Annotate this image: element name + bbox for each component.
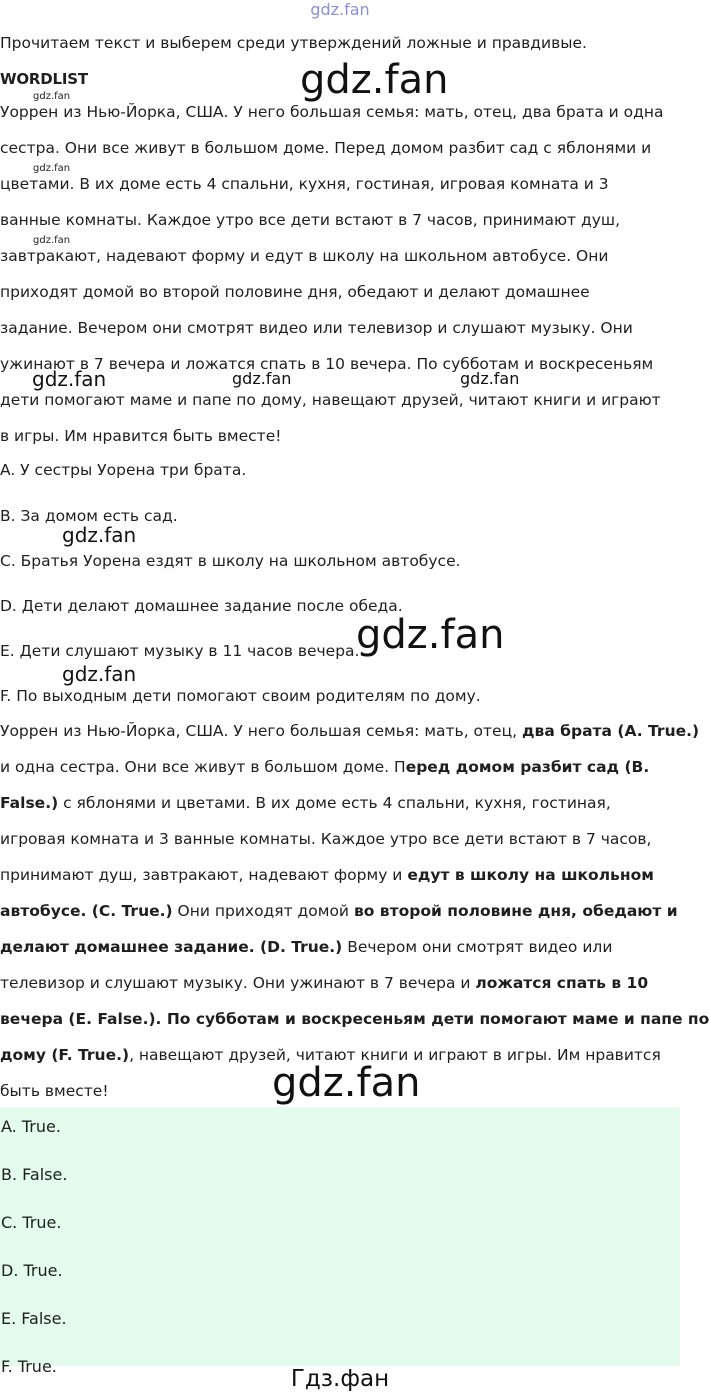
wordlist-heading: WORDLIST [0,70,88,88]
text-line: задание. Вечером они смотрят видео или телевизор и слушают музыку. Они [0,319,633,337]
statement-f: F. По выходным дети помогают своим родителям по дому. [0,687,481,705]
solution-line: вечера (E. False.). По субботам и воскресеньям дети помогают маме и папе по [0,1010,709,1028]
text-line: Уоррен из Нью-Йорка, США. У него большая семья: мать, отец, два брата и одна [0,103,664,121]
solution-line: принимают душ, завтракают, надевают форму и едут в школу на школьном [0,866,654,884]
watermark: gdz.fan [32,367,107,391]
solution-line: False.) с яблонями и цветами. В их доме есть 4 спальни, кухня, гостиная, [0,794,611,812]
solution-line: делают домашнее задание. (D. True.) Вечером они смотрят видео или [0,938,613,956]
solution-line: быть вместе! [0,1082,109,1100]
text-line: приходят домой во второй половине дня, обедают и делают домашнее [0,283,590,301]
answers-box [0,1107,680,1376]
watermark-small: gdz.fan [33,235,71,246]
intro-text: Прочитаем текст и выберем среди утверждений ложные и правдивые. [0,34,587,52]
answer-b: B. False. [1,1165,68,1184]
watermark-small: gdz.fan [33,91,71,102]
text-line: ванные комнаты. Каждое утро все дети встают в 7 часов, принимают душ, [0,211,621,229]
solution-line: и одна сестра. Они все живут в большом доме. Перед домом разбит сад (B. [0,758,650,776]
answer-a: A. True. [1,1117,61,1136]
statement-a: A. У сестры Уорена три брата. [0,461,247,479]
answer-c: C. True. [1,1213,62,1232]
answer-d: D. True. [1,1261,63,1280]
text-line: в игры. Им нравится быть вместе! [0,427,282,445]
watermark: gdz.fan [232,369,292,388]
watermark: gdz.fan [62,523,137,547]
text-line: сестра. Они все живут в большом доме. Перед домом разбит сад с яблонями и [0,139,652,157]
watermark-small: gdz.fan [33,163,71,174]
statement-b: B. За домом есть сад. [0,507,178,525]
watermark: gdz.fan [300,57,449,103]
statement-c: C. Братья Уорена ездят в школу на школьном автобусе. [0,552,461,570]
solution-line: телевизор и слушают музыку. Они ужинают в 7 вечера и ложатся спать в 10 [0,974,649,992]
text-line: дети помогают маме и папе по дому, навещают друзей, читают книги и играют [0,391,661,409]
text-line: ужинают в 7 вечера и ложатся спать в 10 вечера. По субботам и воскресеньям [0,355,654,373]
statement-d: D. Дети делают домашнее задание после обеда. [0,597,403,615]
answer-e: E. False. [1,1309,67,1328]
footer-site-name: Гдз.фан [290,1366,390,1392]
watermark: gdz.fan [460,369,520,388]
watermark: gdz.fan [62,662,137,686]
text-line: цветами. В их доме есть 4 спальни, кухня, гостиная, игровая комната и 3 [0,175,609,193]
watermark: gdz.fan [356,612,505,658]
watermark: gdz.fan [272,1060,421,1106]
solution-line: дому (F. True.), навещают друзей, читают книги и играют в игры. Им нравится [0,1046,661,1064]
top-watermark: gdz.fan [310,0,370,19]
solution-line: игровая комната и 3 ванные комнаты. Каждое утро все дети встают в 7 часов, [0,830,652,848]
solution-line: Уоррен из Нью-Йорка, США. У него большая семья: мать, отец, два брата (A. True.) [0,722,700,740]
answer-f: F. True. [1,1357,57,1376]
statement-e: E. Дети слушают музыку в 11 часов вечера. [0,642,360,660]
solution-line: автобусе. (C. True.) Они приходят домой во второй половине дня, обедают и [0,902,678,920]
text-line: завтракают, надевают форму и едут в школу на школьном автобусе. Они [0,247,609,265]
